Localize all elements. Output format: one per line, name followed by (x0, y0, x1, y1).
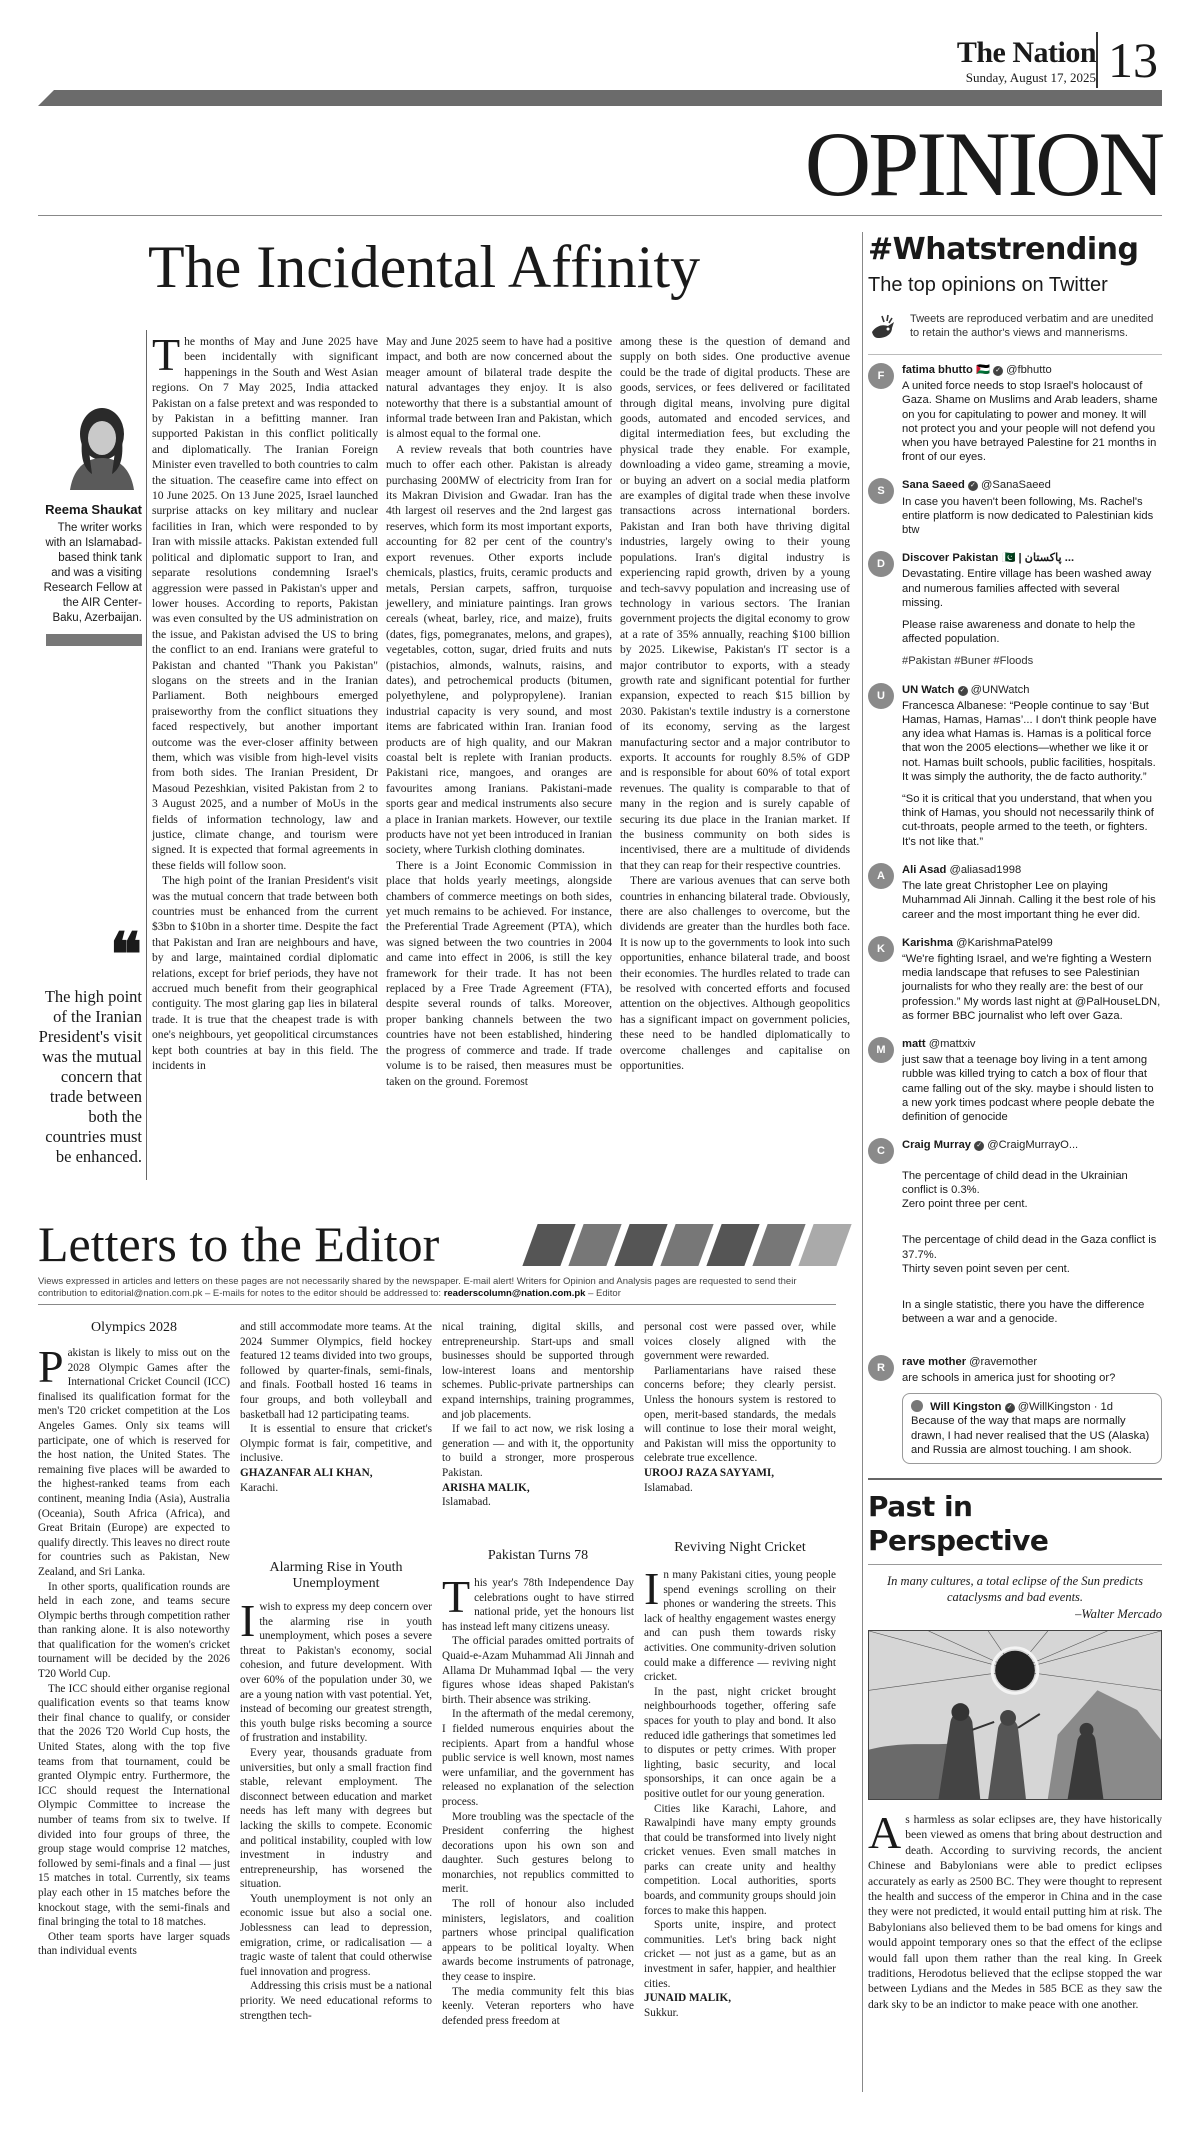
letter-title: Alarming Rise in Youth Unemployment (269, 1560, 403, 1591)
letter-paragraph: If we fail to act now, we risk losing a generation — and with it, the opportunity to build a stronger, more prosperous Pakistan. (442, 1423, 634, 1479)
letter-title: Pakistan Turns 78 (487, 1548, 589, 1563)
quote-icon: ❝ (109, 921, 142, 988)
pip-text: s harmless as solar eclipses are, they have historically been viewed as omens that bring about destruction and death. According to surviving records, the ancient Chinese and Babylonians were able to predict eclipses accurately as early as 2500 BC. They were thought to represent the health and success of the emperor in China and in the case they were not predicted, it would entail putting him at risk. The Babylonians also believed them to be bad omens for kings and would appoint temporary ones so that the effect of the eclipse would fall upon them rather than the real king. In Greek traditions, Herodotus believed that the eclipse stopped the war between Lydians and the Medes in 585 BCE as they saw the dark sky to be an indictor to make peace with one another. (868, 1813, 1162, 2011)
letter-city: Sukkur. (644, 2006, 679, 2019)
tweet-body (902, 363, 1162, 464)
letter-paragraph: Cities like Karachi, Lahore, and Rawalpindi have many empty grounds that could be transformed into lively night cricket venues. Even small matches in parks can create unity and healthy competition. Local authorities, sports boards, and community groups should join forces to make this happen. (644, 1802, 836, 1917)
past-in-perspective-title: Past in Perspective (868, 1490, 1049, 1557)
tweet-paragraph: are schools in america just for shooting or? (902, 1371, 1116, 1384)
avatar: C (868, 1138, 894, 1164)
tweet-text (902, 495, 1162, 538)
tweet (868, 551, 1162, 668)
tweet-author: Will Kingston (930, 1401, 1002, 1414)
letter-column-2 (240, 1320, 432, 1495)
tweet-text (902, 879, 1162, 922)
drop-cap: A (868, 1807, 902, 1858)
avatar: A (868, 863, 894, 889)
page-number: 13 (1096, 32, 1158, 88)
tweet-body (902, 683, 1162, 849)
letter-column-3 (442, 1320, 634, 1510)
pip-body (868, 1807, 1162, 2012)
letter-column-4b (644, 1563, 836, 2020)
tweet-paragraph: Devastating. Entire village has been washed away and numerous families affected with several missing. (902, 568, 1152, 609)
tweet-body (902, 936, 1162, 1023)
letter-paragraph: In the past, night cricket brought neighbourhoods together, offering safe spaces for youth to play and bond. It also reduced idle gatherings that sometimes led to disputes or petty crimes. With proper lighting, basic security, and local sponsorships, it can once again be a positive outlet for our young generation. (644, 1685, 836, 1800)
article-paragraph: he months of May and June 2025 have been incidentally with significant happenings in the South and West Asian regions. On 7 May 2025, India attacked Pakistan on a false pretext and was responded to by Pakistan in a befitting manner. Iran supported Pakistan in this conflict politically and diplomatically. The Iranian Foreign Minister even travelled to both countries to calm the situation. The ceasefire came into effect on 10 June 2025. On 13 June 2025, Israel launched surprise attacks on key military and nuclear facilities in Iran, which were responded to by Iran with missile attacks. Pakistan extended full political and diplomatic support to Iran, and separate resolutions condemning Israel's aggression were passed in Pakistan's upper and lower houses. According to reports, Pakistan was even consulted by the US administration on the issue, and Pakistan advised the US to bring the conflict to an end. Iranians were grateful to Pakistan and chanted "Thank you Pakistan" slogans on the streets and in the Iranian Parliament. Both neighbours emerged praiseworthy from the conflict situations they faced respectively, but another important outcome was the ever-closer affinity between them, which was visible from high-level visits from both sides. The Iranian President, Dr Masoud Pezeshkian, visited Pakistan from 2 to 3 August 2025, and a number of MoUs in the fields of information technology, law and justice, climate change, and tourism were signed. It is expected that formal agreements in these fields will follow soon. (152, 335, 378, 872)
tweet-body (902, 1355, 1162, 1464)
letter-paragraph: and still accommodate more teams. At the 2024 Summer Olympics, field hockey featured 12 teams divided into two groups, followed by quarter-finals, semi-finals, and finals. Football hosted 16 teams in four groups, and both volleyball and basketball had 12 participating teams. (240, 1321, 432, 1421)
letter-paragraph: In the aftermath of the medal ceremony, I fielded numerous enquiries about the recipients. Apart from a handful whose public service is well known, most names were unfamiliar, and the government has released no explanation of the selection process. (442, 1708, 634, 1808)
letter-paragraph: Other team sports have larger squads than individual events (38, 1930, 230, 1958)
tweet-author: Discover Pakistan 🇵🇰 | پاکستان ... (902, 552, 1075, 565)
letter-paragraph: n many Pakistani cities, young people spend evenings scrolling on their phones or wandering the streets. This lack of healthy engagement wastes energy and can push them towards risky activities. One community-driven solution could make a difference — reviving night cricket. (644, 1569, 836, 1684)
section-title: OPINION (804, 113, 1162, 215)
tweet-text (902, 1152, 1162, 1340)
tweet-handle: @UNWatch (970, 683, 1030, 696)
letter-paragraph: It is essential to ensure that cricket's Olympic format is fair, competitive, and inclusive. (240, 1423, 432, 1465)
tweet-body (902, 478, 1162, 537)
letter-paragraph: personal cost were passed over, while voices closely aligned with the government were rewarded. (644, 1321, 836, 1363)
article-paragraph: May and June 2025 seem to have had a positive impact, and both are now concerned about the meager amount of bilateral trade despite the natural advantages they enjoy. It is also noteworthy that there is a substantial amount of informal trade between Iran and Pakistan, which is almost equal to the formal one. (386, 335, 612, 441)
quoted-text: Because of the way that maps are normally drawn, I had never realised that the US (Alaska) and Russia are almost touching. I am shook. (911, 1415, 1150, 1456)
drop-cap: T (442, 1571, 471, 1622)
verified-icon: ✓ (958, 686, 968, 696)
tweet (868, 863, 1162, 922)
tweet-handle: @ravemother (969, 1355, 1038, 1368)
tweet-handle: @mattxiv (928, 1037, 976, 1050)
disclaimer-text: – Editor (585, 1288, 621, 1299)
paper-name: The Nation (956, 36, 1096, 69)
tweet (868, 683, 1162, 849)
letter-signature: UROOJ RAZA SAYYAMI, (644, 1466, 775, 1479)
pull-quote (38, 921, 142, 1167)
letter-paragraph: The ICC should either organise regional qualification events so that teams know their final chance to qualify, or consider that the 2026 T20 World Cup hosts, the United States, along with the top five teams from that tournament, could be granted Olympic entry. Furthermore, the ICC should request the International Olympic Committee to increase the number of teams from six to twelve. If divided into four groups of three, the group stage would comprise 12 matches, followed by semi-finals and a final — just 15 matches in total. Currently, six teams play each other in 15 matches before the knockout stage, with the semi-finals and final bringing the total to 18 matches. (38, 1682, 230, 1929)
verified-icon: ✓ (968, 481, 978, 491)
article-paragraph: There is a Joint Economic Commission in place that holds yearly meetings, alongside chambers of commerce meetings on both sides, yet much remains to be achieved. For instance, the Preferential Trade Agreement (PTA), which was signed between the two countries in 2004 and came into effect in 2006, is still the key framework for their trade. It has not been replaced by a Free Trade Agreement (FTA), despite several rounds of talks. Moreover, proper banking channels between the two countries have not been established, hindering the progress of commerce and trade. If trade volume is to be raised, then measures must be taken on the ground. Foremost (386, 858, 612, 1088)
letter-signature: ARISHA MALIK, (442, 1481, 530, 1494)
tweet-handle: @fbhutto (1006, 364, 1052, 376)
avatar: R (868, 1355, 894, 1381)
letter-column-4 (644, 1320, 836, 1495)
avatar: M (868, 1037, 894, 1063)
letter-city: Karachi. (240, 1481, 279, 1494)
tweet-paragraph: Please raise awareness and donate to help the affected population. (902, 619, 1136, 646)
letters-disclaimer (38, 1276, 836, 1300)
letter-paragraph: Sports unite, inspire, and protect communities. Let's bring back night cricket — not just as a game, but as an investment in safer, happier, and healthier cities. (644, 1919, 836, 1990)
article-column-2 (386, 334, 612, 1089)
tweet-author: Ali Asad (902, 863, 947, 876)
letter-paragraph: his year's 78th Independence Day celebrations ought to have stirred national pride, yet the honours list has instead left many citizens uneasy. (442, 1577, 634, 1633)
header-bar (38, 90, 1162, 106)
article-column-1 (152, 329, 378, 1074)
tweet-paragraph: Francesca Albanese: “People continue to say ‘But Hamas, Hamas, Hamas’... I don't think people have any idea what Hamas is. Hamas is a political force that won the 2005 elections—whether we like it or not. Hamas built schools, public facilities, hospitals. It was simply the authority, the de facto authority.” (902, 699, 1157, 783)
article-paragraph: A review reveals that both countries have much to offer each other. Pakistan is already purchasing 200MW of electricity from Iran for its Makran Division and Gwadar. Iran has the 4th largest oil reserves and the 2nd largest gas reserves, which form its most important exports, accounting for 82 per cent of the country's export revenues. Other exports include chemicals, plastics, fruits, ceramic products and metals, Persian carpets, saffron, turquoise jewellery, and miniature paintings. Iran grows cereals (wheat, barley, rice, and maize), fruits (dates, figs, pomegranates, melons, and grapes), vegetables, cotton, sugar, dried fruits and nuts (pistachios, almonds, walnuts, raisins, and dates), and petrochemical products (bitumen, polyethylene, and polypropylene). Iranian industrial capacity is very sound, and most items are fabricated within Iran. Iranian food products are of high quality, and our Makran coastal belt is replete with Iranian products. Pakistani rice, mangoes, and oranges are favourites among Iranians. Pakistani-made sports gear and medical instruments also secure a place in Iranian markets. However, our textile products have not yet been introduced in Iranian society, where Turkish clothing dominates. (386, 442, 612, 857)
heading-stripes (530, 1224, 860, 1266)
whatstrending-title: #Whatstrending (868, 232, 1139, 267)
pull-quote-text: The high point of the Iranian President's visit was the mutual concern that trade between both the countries must be enhanced. (38, 987, 142, 1166)
letter-column-2b (240, 1595, 432, 2023)
tweet-paragraph: “We're fighting Israel, and we're fighting a Western media landscape that refuses to see Palestinian journalists for who they really are: the best of our profession.” My words last night at @PalHouseLDN, as former BBC journalist who left over Gaza. (902, 952, 1161, 1022)
letter-paragraph: In other sports, qualification rounds are held in each zone, and teams secure Olympic berths through competition rather than ranking alone. It is also noteworthy that qualification for the women's cricket tournament will be decided by the 2026 T20 World Cup. (38, 1580, 231, 1681)
sidebar (868, 232, 1162, 2012)
eclipse-illustration (868, 1630, 1162, 1800)
tweet-text (902, 379, 1162, 464)
column-divider (146, 330, 147, 1180)
article-title: The Incidental Affinity (148, 234, 701, 300)
article-paragraph: There are various avenues that can serve both countries in enhancing bilateral trade. Obviously, there are also challenges to overcome, but the dividends are greater than the hurdles both face. It is now up to the governments to look into such opportunities, enhance bilateral trade, and boost their economies. The hurdles related to trade can be resolved with concerted efforts and focused attention on the objectives. Although geopolitics has a significant impact on government policies, these need to be handled diplomatically to overcome challenges and capitalise on opportunities. (620, 874, 850, 1073)
letter-paragraph: wish to express my deep concern over the alarming rise in youth unemployment, which poses a severe threat to Pakistan's economy, social cohesion, and future development. With over 60% of the population under 30, we are a young nation with vast potential. Yet, instead of becoming our greatest strength, this youth bulge risks becoming a source of frustration and instability. (240, 1601, 432, 1745)
tweet (868, 936, 1162, 1023)
author-bio: The writer works with an Islamabad-based think tank and was a visiting Research Fellow at the AIR Center-Baku, Azerbaijan. (43, 522, 142, 624)
avatar: S (868, 478, 894, 504)
tweet-paragraph: The percentage of child dead in the Ukrainian conflict is 0.3%. Zero point three per cent. (902, 1169, 1128, 1210)
tweet-paragraph: just saw that a teenage boy living in a tent among rubble was killed trying to catch a box of flour that came falling out of the sky. maybe i should listen to a new york times podcast where people debate the definition of genocide (902, 1054, 1155, 1123)
tweet-body (902, 551, 1162, 668)
article-paragraph: among these is the question of demand and supply on both sides. One productive avenue could be the trade of digital products. These are goods, services, or fees delivered or facilitated through digital means, involving pure digital goods, automated and encoded services, and digital intermediation fees, but excluding the physical trade they enable. For example, downloading a video game, streaming a movie, or buying an advert on a social media platform are examples of digital trade when these involve transactions across international borders. Pakistan and Iran both have thriving digital industries, largely owing to their young populations. Iran's digital industry is experiencing rapid growth, driven by a young and tech-savvy population and increasing use of technology in various sectors. The Iranian government projects the digital economy to grow at a rate of 35% annually, reaching $100 billion by 2025. Likewise, Pakistan's IT sector is a major contributor to exports, with a steady growth rate and significant potential for further expansion, expected to reach $15 billion by 2030. Pakistan's textile industry is a cornerstone of its economy, serving as the largest manufacturing sector and a major contributor to exports. It accounts for roughly 8.5% of GDP and is responsible for about 60% of total export revenues. The quality is comparable to that of many in the region and is surely capable of securing its due place in the Iranian market. If the business community on both sides is incentivised, there are a multitude of dividends that they can reap for their respective countries. (620, 335, 850, 872)
letter-title: Reviving Night Cricket (674, 1540, 806, 1555)
letter-signature: JUNAID MALIK, (644, 1992, 732, 2005)
tweet (868, 1138, 1162, 1341)
tweet-hashtags: #Pakistan #Buner #Floods (902, 655, 1034, 668)
tweet-handle: @SanaSaeed (981, 479, 1051, 492)
letters-divider (38, 1304, 836, 1305)
pip-source: –Walter Mercado (1075, 1607, 1162, 1621)
tweet (868, 1355, 1162, 1464)
tweet-text (902, 952, 1162, 1023)
avatar: F (868, 363, 894, 389)
letter-paragraph: nical training, digital skills, and entrepreneurship. Start-ups and small businesses should be supported through low-interest loans and mentorship schemes. Public-private partnerships can expand internships, training programmes, and job placements. (442, 1321, 634, 1421)
drop-cap: I (240, 1595, 256, 1646)
letter-column-1 (38, 1341, 231, 1959)
pip-quote: In many cultures, a total eclipse of the Sun predicts cataclysms and bad events. (887, 1574, 1143, 1604)
tweet-paragraph: In a single statistic, there you have the difference between a war and a genocide. (902, 1299, 1145, 1326)
verified-icon: ✓ (1005, 1403, 1015, 1413)
tweet (868, 478, 1162, 537)
tweet-text (902, 1371, 1162, 1385)
tweet (868, 1037, 1162, 1124)
letter-signature: GHAZANFAR ALI KHAN, (240, 1466, 373, 1479)
avatar: U (868, 683, 894, 709)
tweet-body (902, 1138, 1162, 1341)
tweet-author: rave mother (902, 1355, 967, 1368)
note-text: Tweets are reproduced verbatim and are unedited to retain the author's views and mannerisms. (910, 313, 1154, 339)
tweet-paragraph: “So it is critical that you understand, that when you think of Hamas, you should not necessarily think of cut-throats, people armed to the teeth, or fighters. It's not like that.” (902, 793, 1154, 848)
author-block (38, 400, 142, 646)
tweet-author: Karishma (902, 936, 953, 949)
article-paragraph: The high point of the Iranian President's visit was the mutual concern that trade between both countries must be enhanced from the current $3bn to $10bn in a shorter time. Despite the fact that Pakistan and Iran are neighbours and have, by and large, maintained cordial diplomatic relations, except for brief periods, they have not accrued much benefit from their geographical contiguity. The most glaring gap lies in bilateral trade. It is true that the cheapest trade is with one's neighbours, yet geopolitical circumstances kept both countries at bay in this field. The incidents in (152, 874, 378, 1073)
tweet-handle: @aliasad1998 (949, 863, 1022, 876)
tweet-paragraph: The late great Christopher Lee on playing Muhammad Ali Jinnah. Calling it the best role of his career and the most important thing he ever did. (902, 880, 1156, 921)
tweet-author: fatima bhutto 🇵🇸 (902, 364, 990, 376)
letter-paragraph: Addressing this crisis must be a national priority. We need educational reforms to strengthen tech- (240, 1980, 432, 2022)
tweet-handle: @KarishmaPatel99 (956, 936, 1053, 949)
avatar: K (868, 936, 894, 962)
whatstrending-divider (868, 354, 1162, 355)
tweet-paragraph: In case you haven't been following, Ms. Rachel's entire platform is now dedicated to Palestinian kids btw (902, 495, 1154, 537)
disclaimer-email: readerscolumn@nation.com.pk (443, 1288, 586, 1299)
author-name: Reema Shaukat (45, 502, 142, 517)
verified-icon: ✓ (974, 1141, 984, 1151)
author-divider (46, 634, 142, 646)
letters-heading: Letters to the Editor (38, 1216, 440, 1272)
verified-icon: ✓ (993, 366, 1003, 376)
tweet-text (902, 1053, 1162, 1124)
pip-divider (868, 1564, 1162, 1565)
tweet-body (902, 1037, 1162, 1124)
tweet-handle: @CraigMurrayO... (987, 1139, 1079, 1152)
drop-cap: P (38, 1341, 64, 1392)
tweet (868, 363, 1162, 464)
letter-title: Olympics 2028 (91, 1320, 177, 1335)
tweet-author: matt (902, 1037, 926, 1050)
author-photo (62, 400, 142, 490)
letter-column-3b (442, 1571, 634, 2028)
letter-paragraph: Every year, thousands graduate from universities, but only a small fraction find stable, relevant employment. The disconnect between education and market needs has left many with degrees but lacking the skills to compete. Economic and political instability, coupled with low investment in industry and entrepreneurship, has worsened the situation. (240, 1746, 432, 1891)
disclaimer-text: Views expressed in articles and letters on these pages are not necessarily shared by the newspaper. E-mail alert! Writers for Opinion and Analysis pages are requested to send their contribution to editorial@nation.com.pk – E-mails for notes to the editor should be addressed to: (38, 1276, 797, 1299)
letter-paragraph: The official parades omitted portraits of Quaid-e-Azam Muhammad Ali Jinnah and Allama Dr Muhammad Iqbal — the very figures whose ideas shaped Pakistan's birth. Their absence was striking. (442, 1635, 634, 1706)
letter-city: Islamabad. (442, 1496, 491, 1509)
letter-city: Islamabad. (644, 1481, 693, 1494)
tweet-author: UN Watch (902, 683, 955, 696)
tweet-paragraph: A united force needs to stop Israel's holocaust of Gaza. Shame on Muslims and Arab leaders, shame on you for capitulating to power and money. It will not protect you and your people will not defend you when you have betrayed Palestine for 21 months in front of our eyes. (902, 380, 1158, 464)
tweet-paragraph: The percentage of child dead in the Gaza conflict is 37.7%. Thirty seven point seven per cent. (902, 1234, 1157, 1275)
tweet-author: Sana Saeed (902, 479, 965, 492)
avatar: D (868, 551, 894, 577)
whatstrending-note (868, 312, 1162, 344)
drop-cap: T (152, 329, 181, 380)
tweet-text (902, 699, 1162, 849)
bird-icon (868, 312, 900, 344)
issue-date: Sunday, August 17, 2025 (965, 70, 1096, 85)
letter-paragraph: More troubling was the spectacle of the President conferring the highest decorations upon his own son and daughter. Such gestures belong to monarchies, not republics committed to merit. (442, 1810, 634, 1896)
tweet-handle: @WillKingston · 1d (1017, 1401, 1113, 1414)
letter-paragraph: akistan is likely to miss out on the 2028 Olympic Games after the International Cricket Council (ICC) finalised its qualification format for the men's T20 cricket competition at the Los Angeles Games. Only six teams will participate, one of which is reserved for the host nation, the United States. The remaining five places will be awarded to the highest-ranked teams from each continent, meaning India (Asia), Australia (Oceania), South Africa (Africa), and Great Britain (Europe) are expected to qualify directly. This leaves no direct route for countries such as Pakistan, New Zealand, and Sri Lanka. (38, 1347, 230, 1578)
tweet-body (902, 863, 1162, 922)
letter-paragraph: The roll of honour also included ministers, legislators, and coalition partners whose principal qualification appears to be political loyalty. When awards become instruments of patronage, they cease to inspire. (442, 1898, 634, 1984)
article-column-3 (620, 334, 850, 1074)
drop-cap: I (644, 1563, 660, 1614)
letter-paragraph: The media community felt this bias keenly. Veteran reporters who have defended press freedom at (442, 1985, 634, 2027)
tweet-text (902, 567, 1162, 646)
letter-paragraph: Youth unemployment is not only an economic issue but also a social one. Joblessness can lead to depression, emigration, crime, or radicalisation — a tragic waste of talent that could otherwise fuel innovation and progress. (240, 1892, 432, 1978)
section-divider (38, 215, 1162, 216)
avatar (911, 1400, 923, 1412)
sidebar-section-divider (868, 1478, 1162, 1480)
sidebar-divider (862, 232, 863, 2092)
tweet-author: Craig Murray (902, 1139, 972, 1152)
letter-paragraph: Parliamentarians have raised these concerns before; they clearly persist. Unless the honours system is restored to open, merit-based standards, the medals will continue to lose their moral weight, and Pakistan will miss the opportunity to celebrate true excellence. (644, 1364, 836, 1465)
quoted-tweet (902, 1393, 1162, 1464)
whatstrending-subtitle: The top opinions on Twitter (868, 274, 1108, 296)
